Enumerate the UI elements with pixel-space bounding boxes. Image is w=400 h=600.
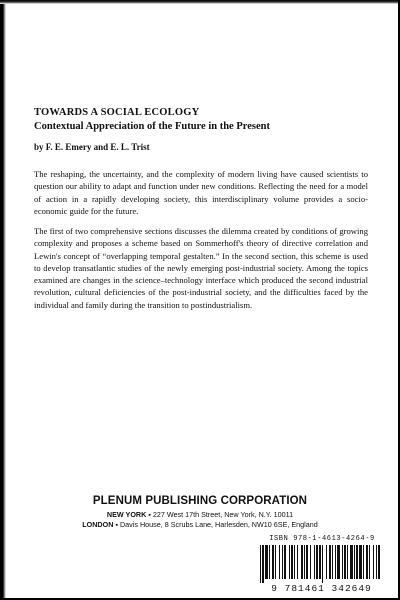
publisher-address-newyork	[0, 510, 400, 519]
description-paragraph-2: The first of two comprehensive sections discusses the dilemma created by conditions of growing complexity and proposes a scheme based on Sommerhoff's theory of directive correlation and Lewin's concept of “overlapping temporal gestalten.” In the second section, this scheme is used to develop transatlantic studies of the newly emerging post-industrial society. Among the topics examined are changes in the science–technology interface which produced the second industrial revolution, cultural deficiencies of the post-industrial society, and the difficulties faced by the individual and family during the transition to postindustrialism.	[34, 226, 368, 310]
barcode-icon	[260, 545, 384, 583]
isbn-text: ISBN 978-1-4613-4264-9	[269, 535, 375, 543]
book-subtitle: Contextual Appreciation of the Future in the Present	[34, 121, 270, 132]
bullet-icon: ▪	[148, 510, 151, 519]
isbn-barcode	[254, 535, 389, 597]
london-label: LONDON	[82, 520, 114, 529]
barcode-digits: 9 781461 342649	[271, 583, 372, 594]
newyork-label: NEW YORK	[106, 510, 147, 519]
publisher-name: PLENUM PUBLISHING CORPORATION	[92, 495, 308, 507]
newyork-address: 227 West 17th Street, New York, N.Y. 10011	[152, 510, 294, 519]
london-address: Davis House, 8 Scrubs Lane, Harlesden, NW10 6SE, England	[119, 520, 318, 529]
publisher-address-london	[0, 520, 400, 529]
book-title: TOWARDS A SOCIAL ECOLOGY	[34, 107, 200, 118]
scan-edge-top	[0, 0, 400, 4]
bullet-icon: ▪	[115, 520, 118, 529]
description-paragraph-1: The reshaping, the uncertainty, and the complexity of modern living have caused scientists to question our ability to adapt and function under new conditions. Reflecting the need for a model of action in a rapidly developing society, this interdisciplinary volume provides a socio-economic guide for the future.	[34, 169, 368, 216]
author-byline: by F. E. Emery and E. L. Trist	[34, 142, 150, 152]
